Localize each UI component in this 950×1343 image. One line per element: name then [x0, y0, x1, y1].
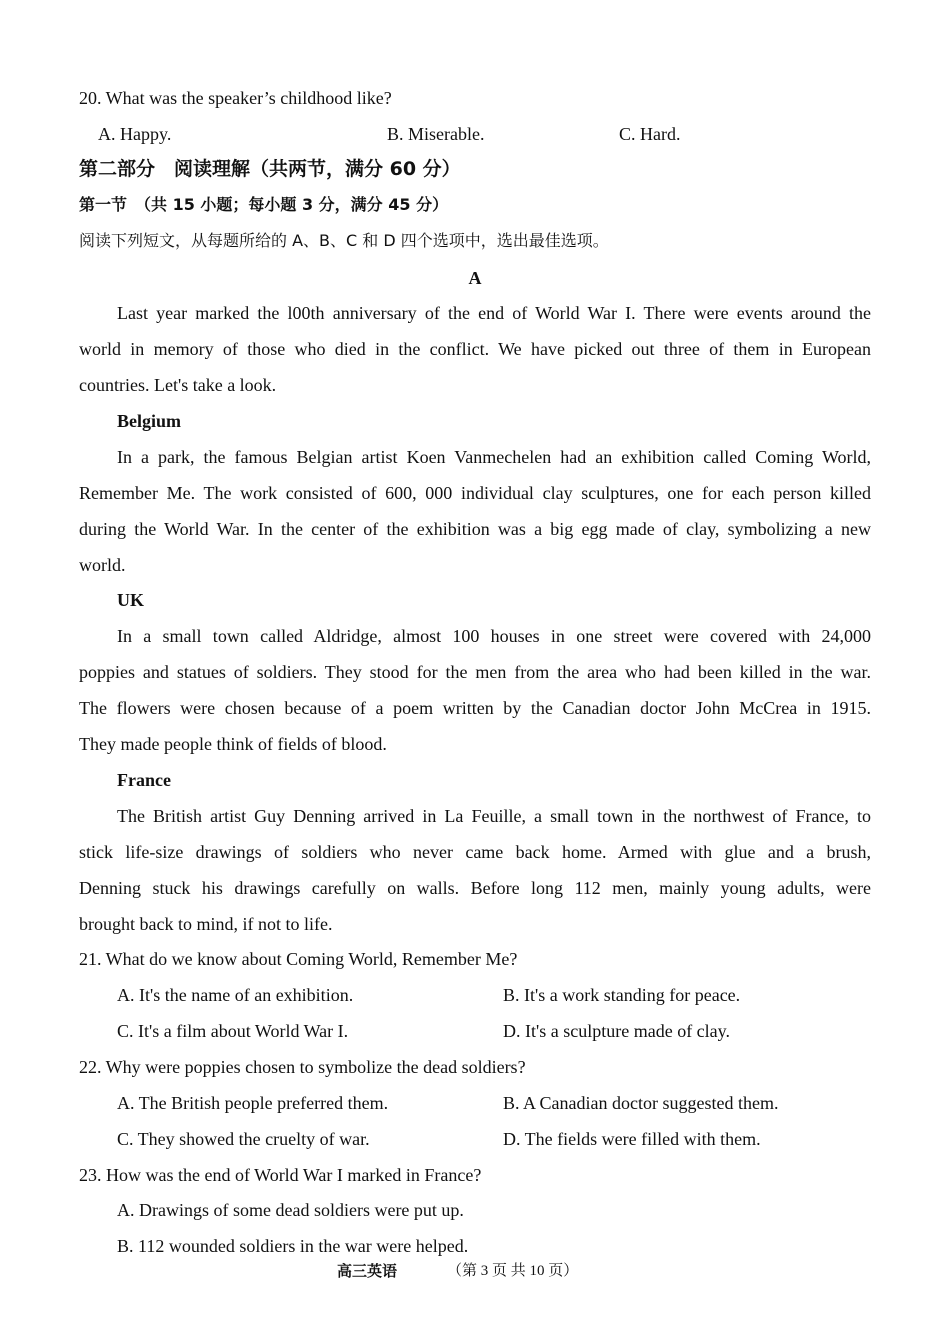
- instructions: 阅读下列短文，从每题所给的 A、B、C 和 D 四个选项中，选出最佳选项。: [79, 231, 609, 250]
- q22-option-b: B. A Canadian doctor suggested them.: [503, 1093, 779, 1113]
- q22-option-a: A. The British people preferred them.: [117, 1093, 389, 1113]
- question-23: 23. How was the end of World War I marked in France?: [79, 1165, 482, 1185]
- passage-letter: A: [468, 268, 482, 288]
- intro-line-3: countries. Let's take a look.: [79, 375, 277, 395]
- q22-option-c: C. They showed the cruelty of war.: [117, 1129, 370, 1149]
- uk-line-1: In a small town called Aldridge, almost 100 houses in one street were covered with 24,000: [117, 626, 871, 646]
- q23-option-a: A. Drawings of some dead soldiers were put up.: [117, 1200, 464, 1220]
- section-one-heading: 第一节 （共 15 小题；每小题 3 分，满分 45 分）: [79, 195, 449, 214]
- q23-option-b: B. 112 wounded soldiers in the war were helped.: [117, 1236, 469, 1256]
- q21-option-c: C. It's a film about World War I.: [117, 1021, 349, 1041]
- q22-option-d: D. The fields were filled with them.: [503, 1129, 761, 1149]
- q20-option-a: A. Happy.: [98, 124, 172, 144]
- france-line-1: The British artist Guy Denning arrived in La Feuille, a small town in the northwest of France, to: [117, 806, 871, 826]
- q21-option-a: A. It's the name of an exhibition.: [117, 985, 354, 1005]
- france-line-3: Denning stuck his drawings carefully on walls. Before long 112 men, mainly young adults, were: [79, 878, 871, 898]
- q20-option-c: C. Hard.: [619, 124, 681, 144]
- q21-option-d: D. It's a sculpture made of clay.: [503, 1021, 730, 1041]
- intro-line-1: Last year marked the l00th anniversary of the end of World War I. There were events around the: [117, 303, 871, 323]
- uk-line-3: The flowers were chosen because of a poem written by the Canadian doctor John McCrea in 1915.: [79, 698, 871, 718]
- part-two-heading: 第二部分 阅读理解（共两节，满分 60 分）: [79, 158, 461, 180]
- q20-option-b: B. Miserable.: [387, 124, 485, 144]
- uk-title: UK: [117, 590, 144, 610]
- france-line-4: brought back to mind, if not to life.: [79, 914, 333, 934]
- belgium-line-4: world.: [79, 555, 126, 575]
- intro-line-2: world in memory of those who died in the conflict. We have picked out three of them in European: [79, 339, 871, 359]
- footer-subject: 高三英语: [337, 1262, 398, 1280]
- belgium-line-3: during the World War. In the center of the exhibition was a big egg made of clay, symbolizing a new: [79, 519, 871, 539]
- belgium-title: Belgium: [117, 411, 182, 431]
- question-22: 22. Why were poppies chosen to symbolize the dead soldiers?: [79, 1057, 526, 1077]
- uk-line-4: They made people think of fields of blood.: [79, 734, 387, 754]
- footer-page-number: （第 3 页 共 10 页）: [447, 1263, 579, 1279]
- q21-option-b: B. It's a work standing for peace.: [503, 985, 741, 1005]
- question-21: 21. What do we know about Coming World, Remember Me?: [79, 949, 518, 969]
- belgium-line-1: In a park, the famous Belgian artist Koen Vanmechelen had an exhibition called Coming World,: [117, 447, 871, 467]
- france-line-2: stick life-size drawings of soldiers who never came back home. Armed with glue and a brush,: [79, 842, 871, 862]
- question-20: 20. What was the speaker’s childhood like?: [79, 88, 392, 108]
- uk-line-2: poppies and statues of soldiers. They stood for the men from the area who had been killed in the war.: [79, 662, 871, 682]
- france-title: France: [117, 770, 171, 790]
- belgium-line-2: Remember Me. The work consisted of 600, 000 individual clay sculptures, one for each person killed: [79, 483, 871, 503]
